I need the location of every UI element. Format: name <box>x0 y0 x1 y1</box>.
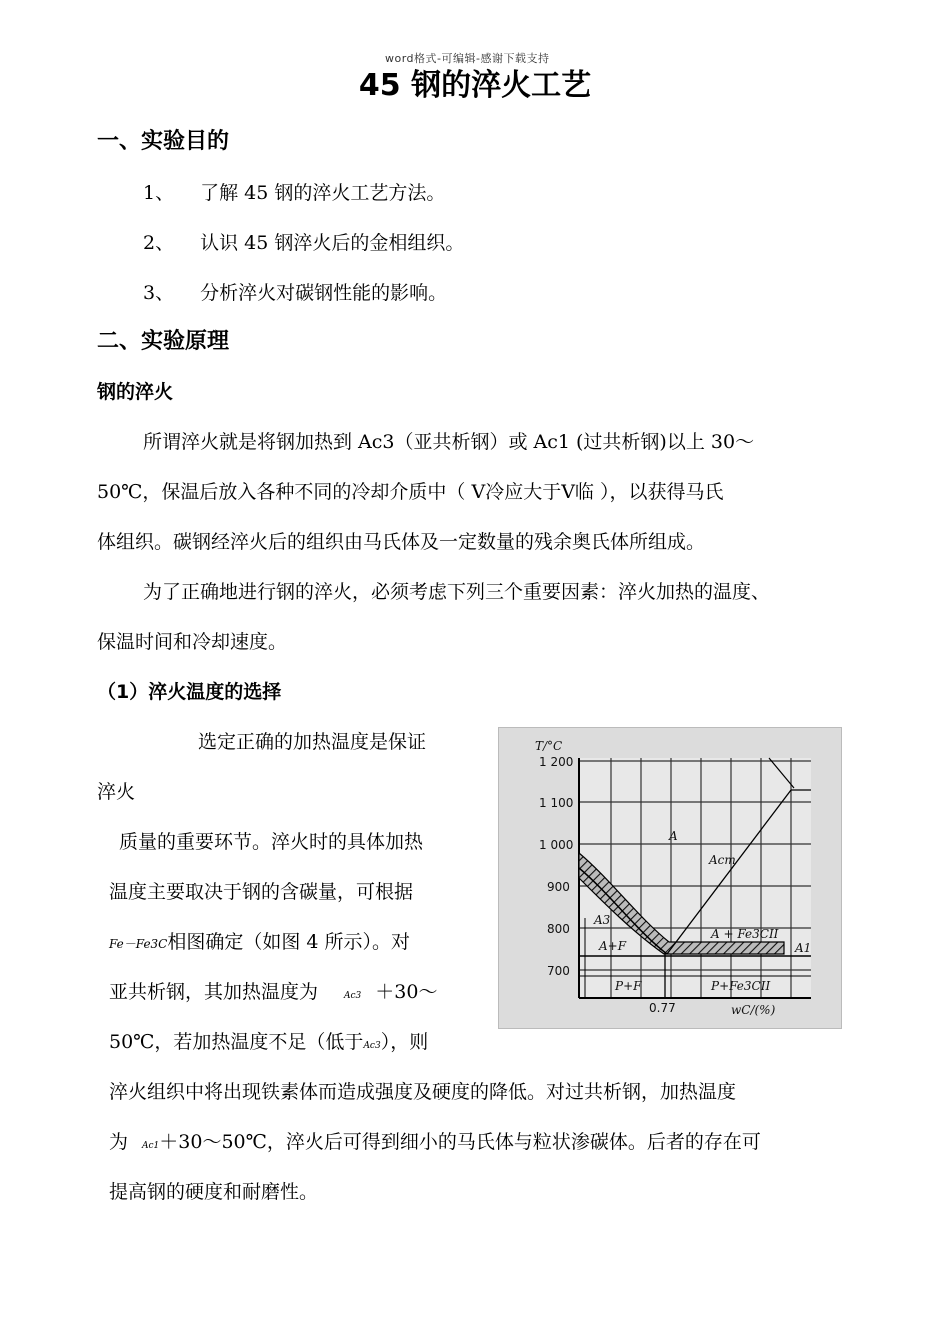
text: 为 <box>109 1131 129 1153</box>
region-label-p-fe3c: P+Fe3CII <box>711 979 771 993</box>
paragraph-line <box>109 1127 761 1154</box>
subsection-heading-1: （1）淬火温度的选择 <box>97 681 282 703</box>
paragraph-line: 保温时间和冷却速度。 <box>97 631 288 653</box>
y-tick-label: 1 100 <box>539 796 574 810</box>
phase-diagram-figure <box>498 727 842 1029</box>
paragraph-line: 选定正确的加热温度是保证 <box>198 731 427 753</box>
text: 50℃，若加热温度不足（低于 <box>109 1031 364 1053</box>
paragraph-line: 50℃，保温后放入各种不同的冷却介质中（ V冷应大于V临 ），以获得马氏 <box>97 481 724 503</box>
phase-diagram-svg <box>499 728 841 1028</box>
symbol-ac3: Ac3 <box>344 991 362 1001</box>
text: ），则 <box>380 1031 429 1053</box>
paragraph-line: 质量的重要环节。淬火时的具体加热 <box>119 831 424 853</box>
paragraph-line: 温度主要取决于钢的含碳量，可根据 <box>109 881 414 903</box>
y-tick-label: 1 200 <box>539 755 574 769</box>
paragraph-line <box>109 977 437 1004</box>
region-label-a-fe3c: A + Fe3CII <box>711 927 779 941</box>
paragraph-line <box>109 927 410 954</box>
page-title: 45 钢的淬火工艺 <box>358 68 592 103</box>
y-tick-label: 800 <box>547 922 570 936</box>
x-mark-label: 0.77 <box>649 1001 676 1015</box>
region-label-p-f: P+F <box>615 979 642 993</box>
formula-fe-fe3c: Fe－Fe3C <box>109 937 168 951</box>
list-item-text: 了解 45 钢的淬火工艺方法。 <box>200 182 446 204</box>
symbol-ac3: Ac3 <box>363 1041 381 1051</box>
list-item <box>143 178 445 205</box>
region-label-a-f: A+F <box>599 939 627 953</box>
paragraph-line: 为了正确地进行钢的淬火，必须考虑下列三个重要因素：淬火加热的温度、 <box>143 581 771 603</box>
subsection-heading: 钢的淬火 <box>97 381 174 403</box>
text: 相图确定（如图 4 所示）。对 <box>167 931 411 953</box>
plot-area <box>579 758 811 998</box>
x-axis-label: wC/(%) <box>731 1003 776 1017</box>
paragraph-line: 淬火组织中将出现铁素体而造成强度及硬度的降低。对过共析钢，加热温度 <box>109 1081 737 1103</box>
y-tick-label: 700 <box>547 964 570 978</box>
list-item <box>143 278 447 305</box>
paragraph-line: 提高钢的硬度和耐磨性。 <box>109 1181 319 1203</box>
list-item-number: 3、 <box>143 282 175 304</box>
section-heading-principle: 二、实验原理 <box>97 329 230 354</box>
list-item-text: 分析淬火对碳钢性能的影响。 <box>200 282 448 304</box>
y-axis-label: T/°C <box>535 739 563 753</box>
y-tick-label: 900 <box>547 880 570 894</box>
line-label-acm: Acm <box>709 853 736 867</box>
list-item-number: 1、 <box>143 182 175 204</box>
paragraph-line <box>109 1027 428 1054</box>
text: ＋30～50℃，淬火后可得到细小的马氏体与粒状渗碳体。后者的存在可 <box>159 1131 761 1153</box>
list-item <box>143 228 464 255</box>
region-label-a: A <box>669 829 678 843</box>
line-label-a3: A3 <box>594 913 611 927</box>
list-item-text: 认识 45 钢淬火后的金相组织。 <box>200 232 465 254</box>
symbol-ac1: Ac1 <box>142 1141 160 1151</box>
text: ＋30～ <box>375 981 438 1003</box>
list-item-number: 2、 <box>143 232 175 254</box>
watermark: word格式-可编辑-感谢下载支持 <box>385 52 550 65</box>
text: 亚共析钢，其加热温度为 <box>109 981 319 1003</box>
line-label-a1: A1 <box>795 941 812 955</box>
y-tick-label: 1 000 <box>539 838 574 852</box>
section-heading-purpose: 一、实验目的 <box>97 129 230 154</box>
paragraph-line: 所谓淬火就是将钢加热到 Ac3（亚共析钢）或 Ac1 (过共析钢)以上 30～ <box>143 431 755 453</box>
paragraph-line: 淬火 <box>97 781 136 803</box>
paragraph-line: 体组织。碳钢经淬火后的组织由马氏体及一定数量的残余奥氏体所组成。 <box>97 531 706 553</box>
